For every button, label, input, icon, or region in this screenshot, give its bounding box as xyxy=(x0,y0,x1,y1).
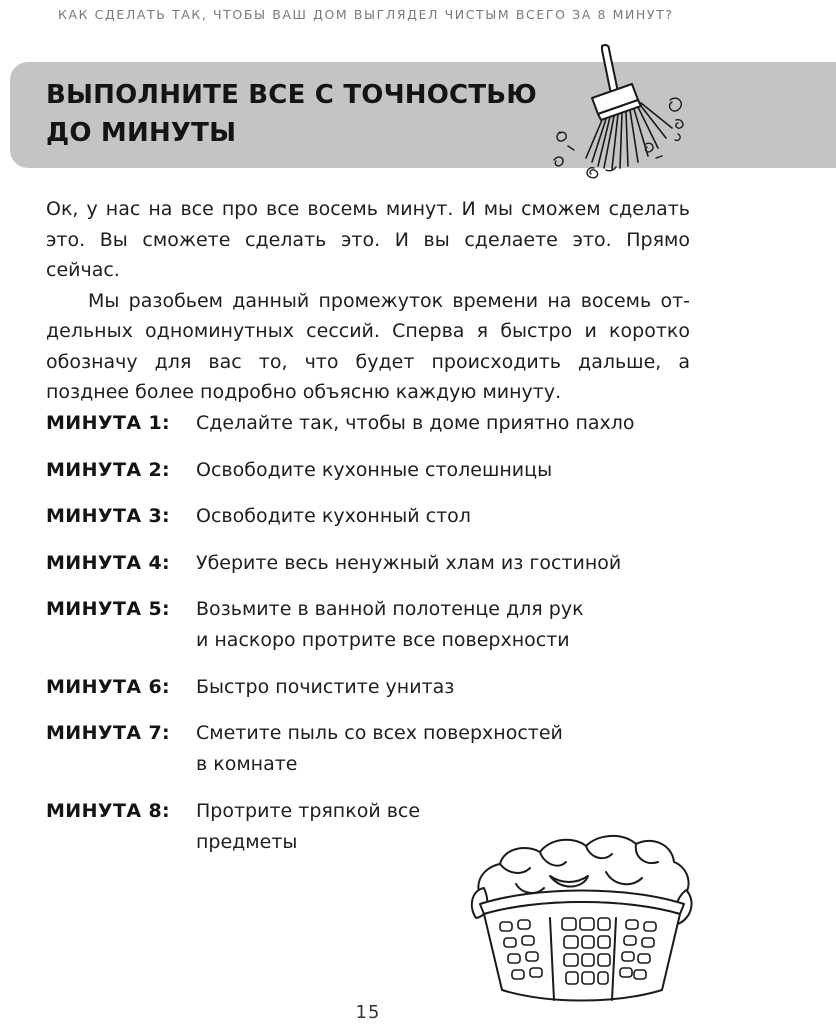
minute-text-line: Уберите весь ненужный хлам из гостиной xyxy=(196,551,622,574)
broom-icon xyxy=(546,40,706,190)
minute-label: МИНУТА 1: xyxy=(46,412,171,434)
minute-item xyxy=(46,501,686,532)
minute-text-line: в комнате xyxy=(196,753,298,775)
minute-item xyxy=(46,408,686,439)
minute-item xyxy=(46,594,686,656)
minute-text xyxy=(196,718,686,780)
minute-text-line: Протрите тряпкой все xyxy=(196,799,421,822)
section-title-line-1: ВЫПОЛНИТЕ ВСЕ С ТОЧНОСТЬЮ xyxy=(46,80,537,110)
minute-label: МИНУТА 6: xyxy=(46,675,171,698)
paragraph: Мы разобьем данный промежуток времени на восемь отдельных одноминутных сессий. Сперва я быстро и коротко обозначу для вас то, что будет происходить дальше, а позднее более подробно объясню каждую минуту. xyxy=(46,289,690,403)
running-header: КАК СДЕЛАТЬ ТАК, ЧТОБЫ ВАШ ДОМ ВЫГЛЯДЕЛ ЧИСТЫМ ВСЕГО ЗА 8 МИНУТ? xyxy=(58,7,674,22)
laundry-basket-icon xyxy=(466,828,698,1006)
minute-text xyxy=(196,672,686,703)
minute-item xyxy=(46,718,686,780)
section-title xyxy=(46,76,537,152)
minute-text-line: Освободите кухонные столешницы xyxy=(196,458,553,481)
minute-text-line: Сделайте так, чтобы в доме приятно пахло xyxy=(196,412,635,434)
minute-text xyxy=(196,548,686,579)
minute-text xyxy=(196,408,686,439)
minute-label: МИНУТА 2: xyxy=(46,458,171,481)
minute-text-line: предметы xyxy=(196,830,298,853)
minute-item xyxy=(46,455,686,486)
minute-label: МИНУТА 7: xyxy=(46,722,171,744)
minute-text-line: Быстро почистите унитаз xyxy=(196,675,455,698)
minute-text xyxy=(196,594,686,656)
minute-label: МИНУТА 5: xyxy=(46,598,171,620)
minute-text-line: Сметите пыль со всех поверхностей xyxy=(196,722,563,744)
minute-text xyxy=(196,455,686,486)
minute-label: МИНУТА 4: xyxy=(46,551,171,574)
minute-item xyxy=(46,672,686,703)
page-number: 15 xyxy=(355,1002,381,1023)
minute-text-line: и наскоро протрите все поверхности xyxy=(196,629,570,651)
body-text xyxy=(46,194,690,408)
minute-item xyxy=(46,548,686,579)
minute-text xyxy=(196,501,686,532)
minute-text-line: Возьмите в ванной полотенце для рук xyxy=(196,598,584,620)
paragraph: Ок, у нас на все про все восемь минут. И мы сможем сделать это. Вы сможете сделать это. И вы сделаете это. Прямо сейчас. xyxy=(46,198,690,281)
minute-text-line: Освободите кухонный стол xyxy=(196,505,471,527)
minute-list xyxy=(46,408,686,873)
minute-label: МИНУТА 3: xyxy=(46,505,171,527)
minute-label: МИНУТА 8: xyxy=(46,799,171,822)
section-title-line-2: ДО МИНУТЫ xyxy=(46,118,237,148)
